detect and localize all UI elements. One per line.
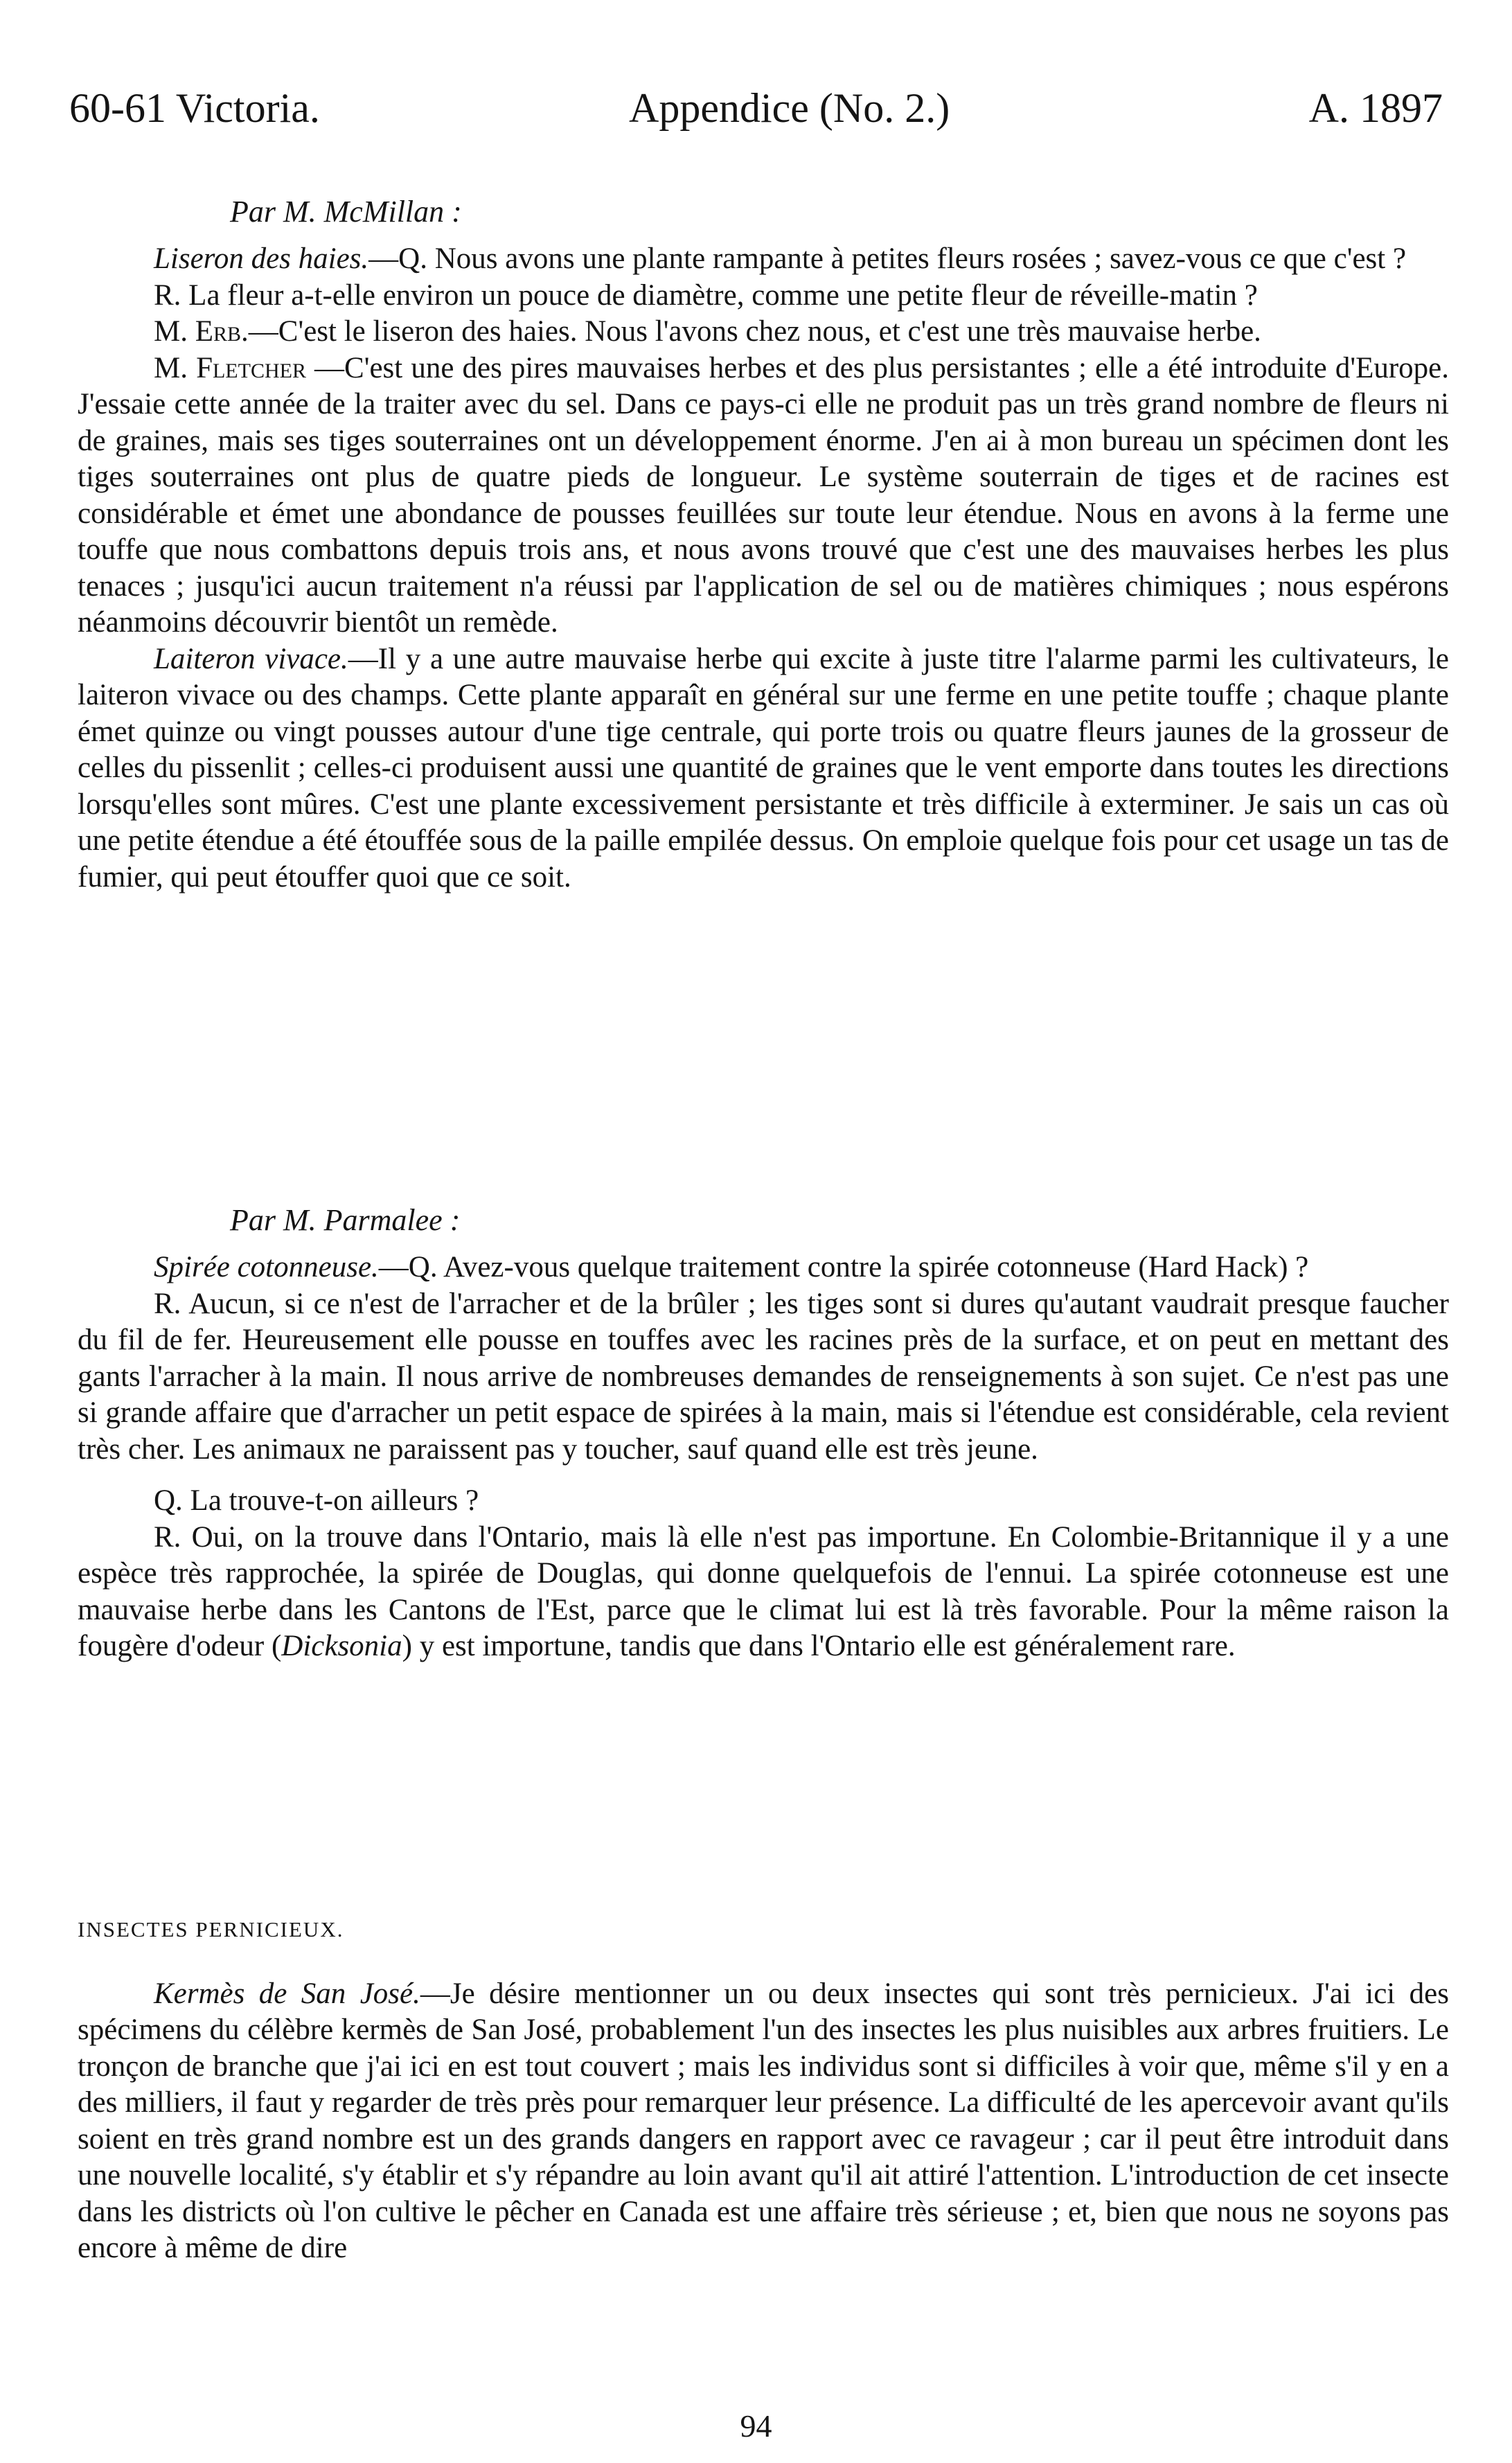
paragraph-erb: M. Erb.—C'est le liseron des haies. Nous l'avons chez nous, et c'est une très mauvaise herbe. — [154, 315, 1261, 348]
term-dicksonia: Dicksonia — [281, 1630, 402, 1662]
paragraph-ailleurs-question: Q. La trouve-t-on ailleurs ? — [154, 1484, 479, 1517]
paragraph-ailleurs-answer: R. Oui, on la trouve dans l'Ontario, mais là elle n'est pas importune. En Colombie-Britannique il y a une espèce très rapprochée, la spirée de Douglas, qui donne quelquefois de l'ennui. La spirée cotonneuse est une mauvaise herbe dans les Cantons de l'Est, parce que le climat lui est là très favorable. Pour la même raison la fougère d'odeur (Dicksonia) y est importune, tandis que dans l'Ontario elle est généralement rare. — [78, 1520, 1449, 1662]
term-laiteron: Laiteron vivace. — [154, 642, 348, 675]
paragraph-fletcher: M. Fletcher —C'est une des pires mauvaises herbes et des plus persistantes ; elle a été introduite d'Europe. J'essaie cette année de la traiter avec du sel. Dans ce pays-ci elle ne produit pas un très grand nombre de fleurs ni de graines, mais ses tiges souterraines ont un développement énorme. J'en ai à mon bureau un spécimen dont les tiges souterraines ont plus de quatre pieds de longueur. Le système souterrain de tiges et de racines est considérable et émet une abondance de pousses feuillées sur toute leur étendue. Nous en avons à la ferme une touffe que nous combattons depuis trois ans, et nous avons trouvé que c'est une des mauvaises herbes les plus tenaces ; jusqu'ici aucun traitement n'a réussi par l'application de sel ou de matières chimiques ; nous espérons néanmoins découvrir bientôt un remède. — [78, 351, 1449, 639]
header-appendix: Appendice (No. 2.) — [629, 85, 950, 131]
speaker-parmalee: Par M. Parmalee : — [230, 1203, 461, 1237]
section-parmalee — [78, 1202, 1449, 1665]
term-liseron: Liseron des haies. — [154, 242, 369, 275]
paragraph-laiteron: Laiteron vivace.—Il y a une autre mauvaise herbe qui excite à juste titre l'alarme parmi les cultivateurs, le laiteron vivace ou des champs. Cette plante apparaît en général sur une ferme en une petite touffe ; chaque plante émet quinze ou vingt pousses autour d'une tige centrale, qui porte trois ou quatre fleurs jaunes de la grosseur de celles du pissenlit ; celles-ci produisent aussi une quantité de graines que le vent emporte dans toutes les directions lorsqu'elles sont mûres. C'est une plante excessivement persistante et très difficile à exterminer. Je sais un cas où une petite étendue a été étouffée sous de la paille empilée dessus. On emploie quelque fois pour cet usage un tas de fumier, qui peut étouffer quoi que ce soit. — [78, 642, 1449, 893]
paragraph-spiree-answer: R. Aucun, si ce n'est de l'arracher et de la brûler ; les tiges sont si dures qu'autant vaudrait presque faucher du fil de fer. Heureusement elle pousse en touffes avec les racines près de la surface, et on peut en mettant des gants l'arracher à la main. Il nous arrive de nombreuses demandes de renseignements à son sujet. Ce n'est pas une si grande affaire que d'arracher un petit espace de spirées à la main, mais si l'étendue est considérable, cela revient très cher. Les animaux ne paraissent pas y toucher, sauf quand elle est très jeune. — [78, 1287, 1449, 1466]
term-spiree: Spirée cotonneuse. — [154, 1251, 379, 1283]
paragraph-liseron-answer: R. La fleur a-t-elle environ un pouce de diamètre, comme une petite fleur de réveille-matin ? — [154, 278, 1258, 312]
paragraph-spiree-question: Spirée cotonneuse.—Q. Avez-vous quelque traitement contre la spirée cotonneuse (Hard Hack) ? — [154, 1251, 1309, 1283]
paragraph-kermes: Kermès de San José.—Je désire mentionner un ou deux insectes qui sont très pernicieux. J'ai ici des spécimens du célèbre kermès de San José, probablement l'un des insectes les plus nuisibles aux arbres fruitiers. Le tronçon de branche que j'ai ici en est tout couvert ; mais les individus sont si difficiles à voir que, même s'il y en a des milliers, il faut y regarder de très près pour remarquer leur présence. La difficulté de les apercevoir avant qu'ils soient en très grand nombre est un des grands dangers en rapport avec ce ravageur ; car il peut être introduit dans une nouvelle localité, s'y établir et s'y répandre au loin avant qu'il ait attiré l'attention. L'introduction de cet insecte dans les districts où l'on cultive le pêcher en Canada est une affaire très sérieuse ; et, bien que nous ne soyons pas encore à même de dire — [78, 1977, 1449, 2264]
speaker-fletcher: M. Fletcher — [154, 351, 306, 384]
running-header — [69, 85, 1443, 147]
section-heading-insectes: INSECTES PERNICIEUX. — [78, 1917, 344, 1941]
speaker-erb: M. Erb. — [154, 315, 249, 348]
paragraph-liseron-question: Liseron des haies.—Q. Nous avons une plante rampante à petites fleurs rosées ; savez-vous ce que c'est ? — [154, 242, 1407, 275]
header-year: A. 1897 — [1308, 85, 1443, 131]
term-kermes: Kermès de San José. — [154, 1977, 420, 2010]
section-mcmillan — [78, 194, 1449, 896]
section-insectes — [78, 1912, 1449, 2267]
header-session: 60-61 Victoria. — [69, 85, 320, 131]
speaker-mcmillan: Par M. McMillan : — [230, 195, 462, 229]
page-number: 94 — [740, 2408, 772, 2444]
